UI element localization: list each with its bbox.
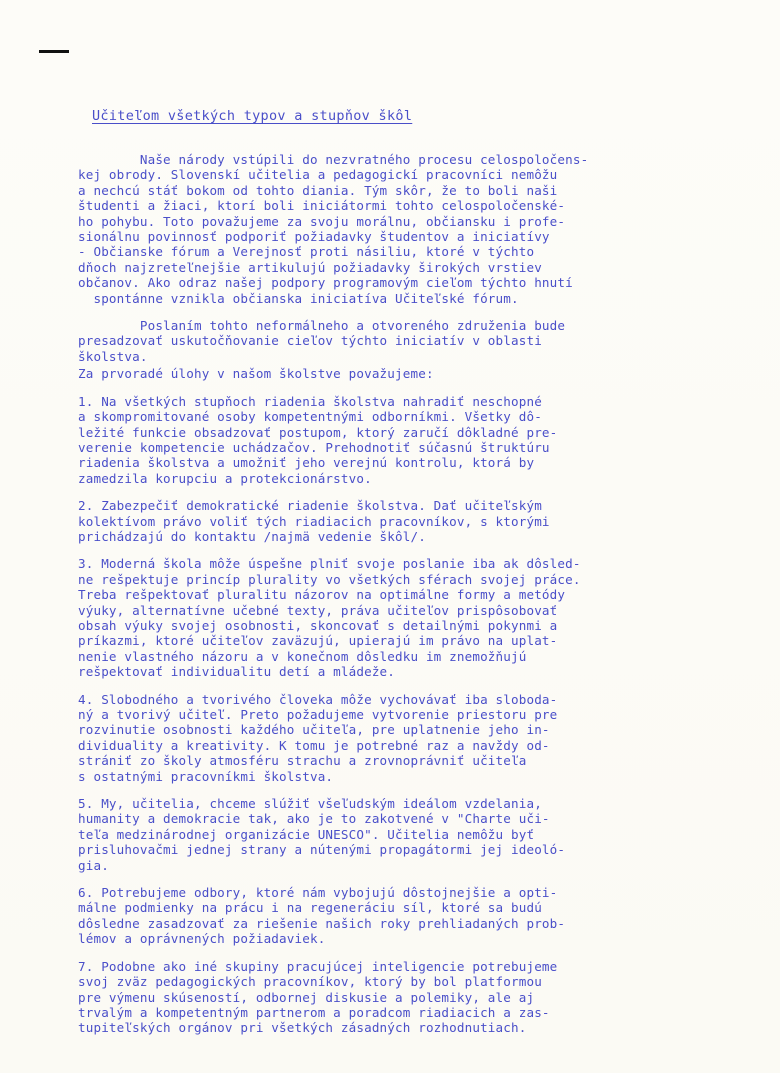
paragraph-priorities-intro [78,366,718,381]
text-line: 1. Na všetkých stupňoch riadenia školstva nahradiť neschopné [78,393,542,409]
text-line: spontánne vznikla občianska iniciatíva Učiteľské fórum. [78,290,519,306]
text-line: ho pohybu. Toto považujeme za svoju morálnu, občiansku i profe- [78,213,566,229]
paragraph-item-4 [78,692,718,784]
text-line: sionálnu povinnosť podporiť požiadavky študentov a iniciatívy [78,229,550,245]
text-line: 3. Moderná škola môže úspešne plniť svoje poslanie iba ak dôsled- [78,556,581,572]
text-line: 6. Potrebujeme odbory, ktoré nám vybojujú dôstojnejšie a opti- [78,885,558,901]
paragraph-intro [78,152,718,306]
paragraph-item-6 [78,885,718,947]
paragraph-item-2 [78,498,718,544]
text-line: málne podmienky na prácu i na regeneráciu síl, ktoré sa budú [78,900,542,916]
text-line: giа. [78,857,109,873]
text-line: Naše národy vstúpili do nezvratného procesu celospoločens- [78,152,589,167]
text-line: pre výmenu skúseností, odbornej diskusie a polemiky, ale aj [78,989,535,1005]
text-line: 2. Zabezpečiť demokratické riadenie školstva. Dať učiteľským [78,498,542,514]
text-line: prichádzajú do kontaktu /najmä vedenie škôl/. [78,528,426,544]
text-line: teľa medzinárodnej organizácie UNESCO". Učitelia nemôžu byť [78,826,535,842]
text-line: a skompromitované osoby kompetentnými odborníkmi. Všetky dô- [78,409,542,425]
paragraph-item-7 [78,959,718,1036]
paragraph-item-1 [78,394,718,486]
document-body [78,152,718,1048]
text-line: s ostatnými pracovníkmi školstva. [78,768,334,784]
text-line: nenie vlastného názoru a v konečnom dôsledku im znemožňujú [78,648,527,664]
text-line: 5. My, učitelia, chceme slúžiť všeľudským ideálom vzdelania, [78,796,542,812]
paragraph-item-3 [78,556,718,679]
text-line: výuky, alternatívne učebné texty, práva učiteľov prispôsobovať [78,602,558,618]
text-line: dividuality a kreativity. K tomu je potrebné raz a navždy od- [78,737,550,753]
text-line: presadzovať uskutočňovanie cieľov týchto iniciatív v oblasti [78,333,542,349]
text-line: ný a tvorivý učiteľ. Preto požadujeme vytvorenie priestoru pre [78,707,558,722]
text-line: 4. Slobodného a tvorivého človeka môže vychovávať iba sloboda- [78,691,558,707]
text-line: kej obrody. Slovenskí učitelia a pedagogickí pracovníci nemôžu [78,167,558,183]
text-line: prisluhovačmi jednej strany a nútenými propagátormi jej ideoló- [78,842,566,858]
text-line: humanity a demokracie tak, ako je to zakotvené v "Charte uči- [78,811,550,827]
text-line: ležité funkcie obsadzovať postupom, ktorý zaručí dôkladné pre- [78,424,558,440]
text-line: Treba rešpektovať pluralitu názorov na optimálne formy a metódy [78,587,566,603]
text-line: svoj zväz pedagogických pracovníkov, ktorý by bol platformou [78,974,542,990]
text-line: a nechcú stáť bokom od tohto diania. Tým skôr, že to boli naši [78,182,558,198]
text-line: obsah výuky svojej osobnosti, skoncovať s detailnými pokynmi a [78,617,558,633]
paragraph-mission [78,318,718,364]
text-line: 7. Podobne ako iné skupiny pracujúcej inteligencie potrebujeme [78,958,558,974]
text-line: - Občianske fórum a Verejnosť proti násiliu, ktoré v týchto [78,244,535,260]
text-line: riadenia školstva a umožniť jeho verejnú kontrolu, ktorá by [78,455,535,471]
text-line: kolektívom právo voliť tých riadiacich pracovníkov, s ktorými [78,513,550,529]
text-line: Poslaním tohto neformálneho a otvoreného združenia bude [78,318,566,334]
text-line: školstva. [78,348,148,364]
margin-dash-mark [39,50,69,53]
text-line: dôsledne zasadzovať za riešenie našich roky prehliadaných prob- [78,915,566,931]
text-line: verenie kompetencie uchádzačov. Prehodnotiť súčasnú štruktúru [78,439,550,455]
text-line: príkazmi, ktoré učiteľov zaväzujú, upierajú im právo na uplat- [78,633,558,649]
document-title: Učiteľom všetkých typov a stupňov škôl [92,108,413,124]
text-line: lémov a oprávnených požiadaviek. [78,931,326,947]
text-line: trvalým a kompetentným partnerom a poradcom riadiacich a zas- [78,1004,550,1020]
text-line: rešpektovať individualitu detí a mládeže. [78,664,396,680]
text-line: zamedzila korupciu a protekcionárstvo. [78,470,372,486]
text-line: tupiteľských orgánov pri všetkých zásadných rozhodnutiach. [78,1020,527,1036]
paragraph-item-5 [78,796,718,873]
text-line: ne rešpektuje princíp plurality vo všetkých sférach svojej práce. [78,571,581,587]
text-line: študenti a žiaci, ktorí boli iniciátormi tohto celospoločenské- [78,198,566,214]
text-line: dňoch najzreteľnejšie artikulujú požiadavky širokých vrstiev [78,259,542,275]
text-line: občanov. Ako odraz našej podpory programovým cieľom týchto hnutí [78,275,573,291]
text-line: Za prvoradé úlohy v našom školstve považujeme: [78,366,434,382]
text-line: rozvinutie osobnosti každého učiteľa, pre uplatnenie jeho in- [78,722,550,738]
text-line: strániť zo školy atmosféru strachu a zrovnoprávniť učiteľa [78,753,527,769]
